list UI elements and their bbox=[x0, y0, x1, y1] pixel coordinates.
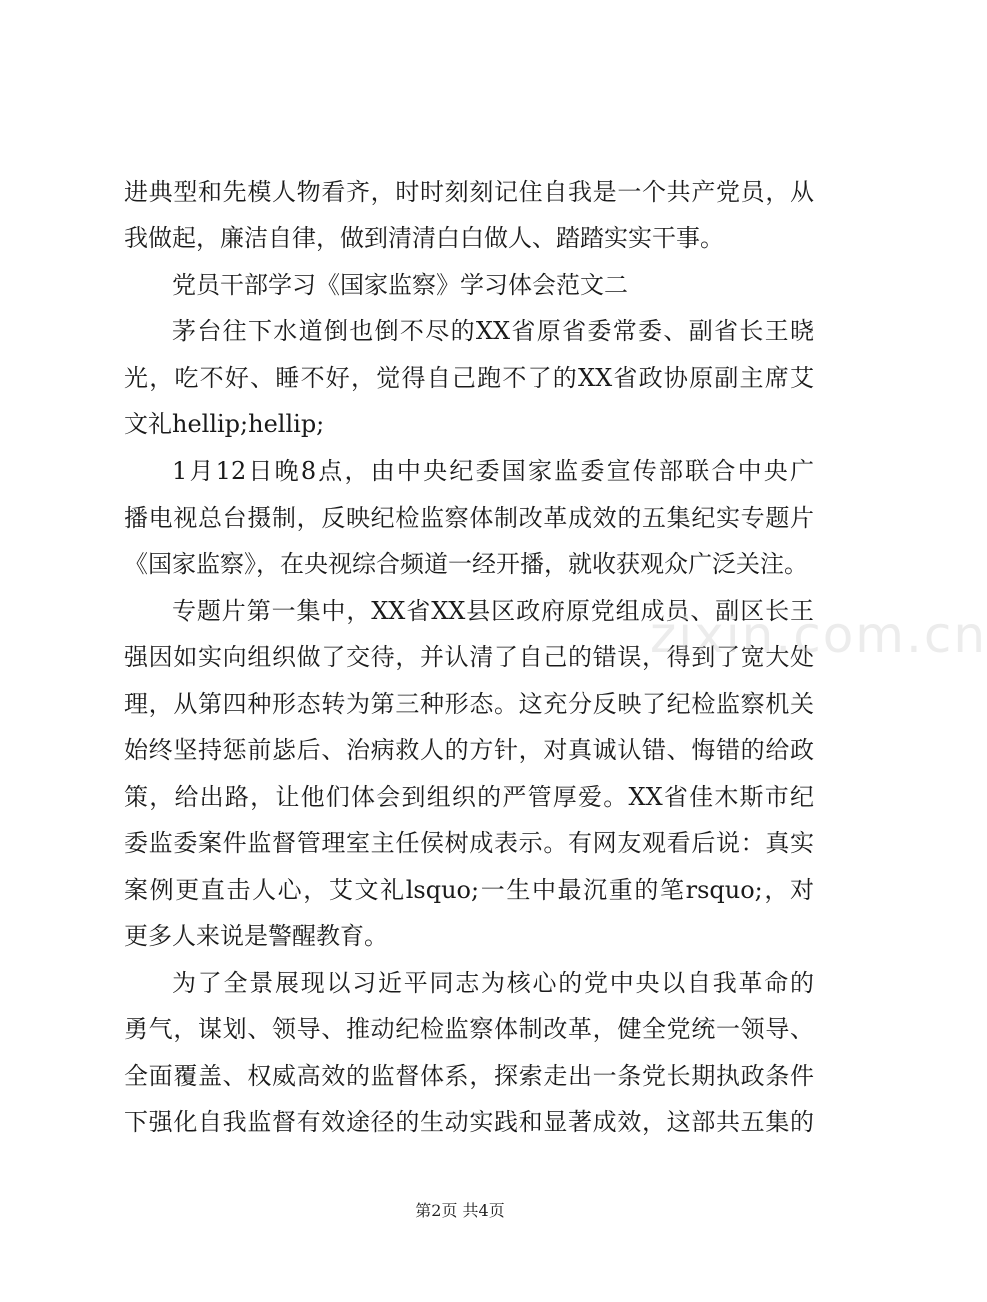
text-line: 专题片第一集中，XX省XX县区政府原党组成员、副区长王 bbox=[172, 597, 814, 625]
text-line: 理，从第四种形态转为第三种形态。这充分反映了纪检监察机关 bbox=[124, 690, 814, 718]
page-footer: 第2页 共4页 bbox=[415, 1201, 505, 1220]
text-line: 1月12日晚8点，由中央纪委国家监委宣传部联合中央广 bbox=[172, 457, 814, 485]
text-line: 为了全景展现以习近平同志为核心的党中央以自我革命的 bbox=[172, 969, 814, 997]
section-heading: 党员干部学习《国家监察》学习体会范文二 bbox=[172, 271, 628, 299]
text-line: 茅台往下水道倒也倒不尽的XX省原省委常委、副省长王晓 bbox=[172, 317, 814, 345]
text-line: 始终坚持惩前毖后、治病救人的方针，对真诚认错、悔错的给政 bbox=[124, 736, 814, 764]
text-line: 我做起，廉洁自律，做到清清白白做人、踏踏实实干事。 bbox=[124, 224, 724, 252]
text-line: 全面覆盖、权威高效的监督体系，探索走出一条党长期执政条件 bbox=[124, 1062, 814, 1090]
text-line: 进典型和先模人物看齐，时时刻刻记住自我是一个共产党员，从 bbox=[124, 178, 814, 206]
text-line: 委监委案件监督管理室主任侯树成表示。有网友观看后说：真实 bbox=[124, 829, 814, 857]
text-line: 下强化自我监督有效途径的生动实践和显著成效，这部共五集的 bbox=[124, 1108, 814, 1136]
text-line: 更多人来说是警醒教育。 bbox=[124, 922, 388, 950]
text-line: 文礼hellip;hellip; bbox=[124, 410, 325, 438]
watermark: zixin.com.cn bbox=[650, 606, 987, 664]
text-line: 策，给出路，让他们体会到组织的严管厚爱。XX省佳木斯市纪 bbox=[124, 783, 814, 811]
text-line: 勇气，谋划、领导、推动纪检监察体制改革，健全党统一领导、 bbox=[124, 1015, 814, 1043]
text-line: 案例更直击人心，艾文礼lsquo;一生中最沉重的笔rsquo;，对 bbox=[124, 876, 814, 904]
text-line: 强因如实向组织做了交待，并认清了自己的错误，得到了宽大处 bbox=[124, 643, 814, 671]
text-line: 光，吃不好、睡不好，觉得自己跑不了的XX省政协原副主席艾 bbox=[124, 364, 814, 392]
text-line: 播电视总台摄制，反映纪检监察体制改革成效的五集纪实专题片 bbox=[124, 504, 814, 532]
text-line: 《国家监察》，在央视综合频道一经开播，就收获观众广泛关注。 bbox=[124, 550, 808, 578]
